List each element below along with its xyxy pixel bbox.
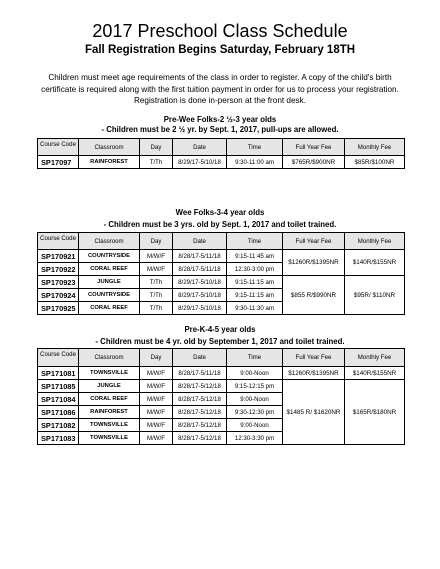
date: 8/28/17-5/11/18 xyxy=(173,263,227,276)
monthly-fee: $140R/$155NR xyxy=(345,250,405,276)
intro-line: certificate is required along with the first tuition payment in order for us to process your registration. xyxy=(41,84,399,94)
day: M/W/F xyxy=(140,393,173,406)
section-requirement: - Children must be 3 yrs. old by Sept. 1, 2017 and toilet trained. xyxy=(103,220,337,229)
header-date: Date xyxy=(173,233,227,250)
day: M/W/F xyxy=(140,419,173,432)
time: 9:15-11:15 am xyxy=(227,289,283,302)
course-code: SP171082 xyxy=(38,419,79,432)
course-code: SP170925 xyxy=(38,302,79,315)
day: T/Th xyxy=(140,276,173,289)
date: 8/28/17-5/12/18 xyxy=(173,419,227,432)
table-row xyxy=(38,367,405,380)
time: 9:15-11:45 am xyxy=(227,250,283,263)
date: 8/29/17-5/10/18 xyxy=(173,302,227,315)
date: 8/29/17-5/10/18 xyxy=(173,276,227,289)
date: 8/28/17-5/11/18 xyxy=(173,250,227,263)
date: 8/28/17-5/12/18 xyxy=(173,393,227,406)
full-year-fee: $1260R/$1395NR xyxy=(283,250,345,276)
header-course-code: Course Code xyxy=(38,349,79,367)
header-monthly-fee: Monthly Fee xyxy=(345,233,405,250)
course-code: SP171085 xyxy=(38,380,79,393)
classroom: RAINFOREST xyxy=(79,406,140,419)
schedule-table-pre-k xyxy=(37,348,405,445)
header-day: Day xyxy=(140,139,173,156)
table-row xyxy=(38,250,405,263)
day: M/W/F xyxy=(140,263,173,276)
time: 9:15-12:15 pm xyxy=(227,380,283,393)
classroom: TOWNSVILLE xyxy=(79,432,140,445)
time: 9:30-11:30 am xyxy=(227,302,283,315)
classroom: TOWNSVILLE xyxy=(79,419,140,432)
schedule-table-pre-wee-folks xyxy=(37,138,405,169)
classroom: COUNTRYSIDE xyxy=(79,250,140,263)
header-full-year-fee: Full Year Fee xyxy=(283,349,345,367)
course-code: SP170922 xyxy=(38,263,79,276)
intro-line: Children must meet age requirements of the class in order to register. A copy of the child's birth xyxy=(48,73,392,82)
time: 9:15-11:15 am xyxy=(227,276,283,289)
course-code: SP170924 xyxy=(38,289,79,302)
classroom: TOWNSVILLE xyxy=(79,367,140,380)
header-time: Time xyxy=(227,233,283,250)
intro-line: Registration is done in-person at the front desk. xyxy=(133,96,307,106)
date: 8/28/17-5/12/18 xyxy=(173,432,227,445)
monthly-fee: $165R/$180NR xyxy=(345,380,405,445)
course-code: SP171086 xyxy=(38,406,79,419)
page-subtitle: Fall Registration Begins Saturday, February 18TH xyxy=(84,44,356,56)
header-day: Day xyxy=(140,233,173,250)
monthly-fee: $140R/$155NR xyxy=(345,367,405,380)
course-code: SP170923 xyxy=(38,276,79,289)
classroom: CORAL REEF xyxy=(79,302,140,315)
time: 9:30-12:30 pm xyxy=(227,406,283,419)
course-code: SP171081 xyxy=(38,367,79,380)
schedule-table-wee-folks xyxy=(37,232,405,315)
time: 9:00-Noon xyxy=(227,393,283,406)
course-code: SP171084 xyxy=(38,393,79,406)
day: T/Th xyxy=(140,302,173,315)
full-year-fee: $1260R/$1395NR xyxy=(283,367,345,380)
header-course-code: Course Code xyxy=(38,139,79,156)
header-date: Date xyxy=(173,349,227,367)
classroom: RAINFOREST xyxy=(79,156,140,169)
day: M/W/F xyxy=(140,432,173,445)
header-classroom: Classroom xyxy=(79,349,140,367)
section-title: Wee Folks-3-4 year olds xyxy=(175,208,265,217)
classroom: COUNTRYSIDE xyxy=(79,289,140,302)
header-time: Time xyxy=(227,139,283,156)
section-requirement: - Children must be 4 yr. old by September 1, 2017 and toilet trained. xyxy=(95,337,345,346)
header-day: Day xyxy=(140,349,173,367)
header-full-year-fee: Full Year Fee xyxy=(283,139,345,156)
course-code: SP17097 xyxy=(38,156,79,169)
classroom: JUNGLE xyxy=(79,380,140,393)
section-requirement: - Children must be 2 ½ yr. by Sept. 1, 2017, pull-ups are allowed. xyxy=(101,125,339,134)
classroom: CORAL REEF xyxy=(79,263,140,276)
header-classroom: Classroom xyxy=(79,139,140,156)
header-monthly-fee: Monthly Fee xyxy=(345,349,405,367)
day: M/W/F xyxy=(140,406,173,419)
day: M/W/F xyxy=(140,250,173,263)
course-code: SP171083 xyxy=(38,432,79,445)
monthly-fee: $85R/$100NR xyxy=(345,156,405,169)
day: M/W/F xyxy=(140,367,173,380)
intro-paragraph xyxy=(22,72,418,107)
day: M/W/F xyxy=(140,380,173,393)
time: 9:00-Noon xyxy=(227,419,283,432)
full-year-fee: $855 R/$990NR xyxy=(283,276,345,315)
full-year-fee: $765R/$900NR xyxy=(283,156,345,169)
monthly-fee: $95R/ $110NR xyxy=(345,276,405,315)
section-title: Pre-K-4-5 year olds xyxy=(184,325,256,334)
time: 12:30-3:00 pm xyxy=(227,263,283,276)
time: 9:30-11:00 am xyxy=(227,156,283,169)
date: 8/29/17-5/10/18 xyxy=(173,289,227,302)
section-title: Pre-Wee Folks-2 ½-3 year olds xyxy=(163,115,277,124)
day: T/Th xyxy=(140,156,173,169)
date: 8/28/17-5/11/18 xyxy=(173,367,227,380)
table-row xyxy=(38,380,405,393)
header-full-year-fee: Full Year Fee xyxy=(283,233,345,250)
date: 8/28/17-5/12/18 xyxy=(173,406,227,419)
day: T/Th xyxy=(140,289,173,302)
header-monthly-fee: Monthly Fee xyxy=(345,139,405,156)
classroom: CORAL REEF xyxy=(79,393,140,406)
course-code: SP170921 xyxy=(38,250,79,263)
page-title: 2017 Preschool Class Schedule xyxy=(92,21,348,41)
classroom: JUNGLE xyxy=(79,276,140,289)
time: 12:30-3:30 pm xyxy=(227,432,283,445)
table-row xyxy=(38,156,405,169)
date: 8/28/17-5/12/18 xyxy=(173,380,227,393)
header-time: Time xyxy=(227,349,283,367)
header-date: Date xyxy=(173,139,227,156)
header-course-code: Course Code xyxy=(38,233,79,250)
date: 8/29/17-5/10/18 xyxy=(173,156,227,169)
time: 9:00-Noon xyxy=(227,367,283,380)
table-row xyxy=(38,276,405,289)
header-classroom: Classroom xyxy=(79,233,140,250)
full-year-fee: $1485 R/ $1620NR xyxy=(283,380,345,445)
